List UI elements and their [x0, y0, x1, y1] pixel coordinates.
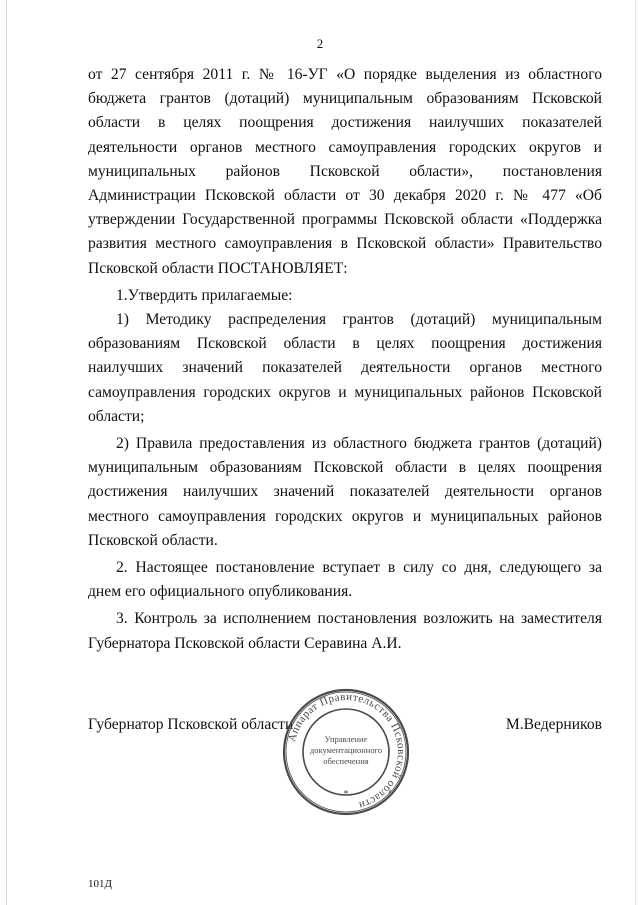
- official-stamp: [280, 686, 412, 818]
- page-number: 2: [316, 36, 324, 51]
- stamp-outer-text: Аппарат Правительства Псковской области: [286, 690, 408, 812]
- clause-2-paragraph: 2. Настоящее постановление вступает в силу со дня, следующего за днем его официального опубликования.: [88, 559, 602, 601]
- item-2-paragraph: 2) Правила предоставления из областного бюджета грантов (дотаций) муниципальным образованиям Псковской области в целях поощрения достижения наилучших значений показателей деятельности органов местного самоуправления городских округов и муниципальных районов Псковской области.: [88, 435, 602, 549]
- stamp-seal-icon: [280, 686, 412, 818]
- page-edge: [6, 0, 7, 905]
- svg-text:*: *: [343, 789, 349, 800]
- footer-code: 101Д: [88, 878, 113, 890]
- approve-paragraph: 1.Утвердить прилагаемые:: [116, 286, 293, 304]
- clause-3-paragraph: 3. Контроль за исполнением постановления возложить на заместителя Губернатора Псковской области Серавина А.И.: [88, 610, 602, 652]
- signatory-title: Губернатор Псковской области: [88, 716, 294, 733]
- document-body: [88, 63, 602, 656]
- signatory-name: М.Ведерников: [505, 716, 602, 733]
- stamp-inner-line: документационного: [309, 745, 383, 755]
- stamp-inner-line: Управление: [324, 734, 368, 744]
- page-edge: [635, 0, 636, 905]
- preamble-paragraph: от 27 сентября 2011 г. № 16-УГ «О порядке выделения из областного бюджета грантов (дотаций) муниципальным образованиям Псковской области в целях поощрения достижения наилучших показателей деятельности органов местного самоуправления городских округов и муниципальных районов Псковской области», постановления Администрации Псковской области от 30 декабря 2020 г. № 477 «Об утверждении Государственной программы Псковской области «Поддержка развития местного самоуправления в Псковской области» Правительство Псковской области ПОСТАНОВЛЯЕТ:: [88, 66, 602, 277]
- stamp-inner-line: обеспечения: [323, 756, 369, 766]
- item-1-paragraph: 1) Методику распределения грантов (дотаций) муниципальным образованиям Псковской области в целях поощрения достижения наилучших значений показателей деятельности органов местного самоуправления городских округов и муниципальных районов Псковской области;: [88, 311, 602, 425]
